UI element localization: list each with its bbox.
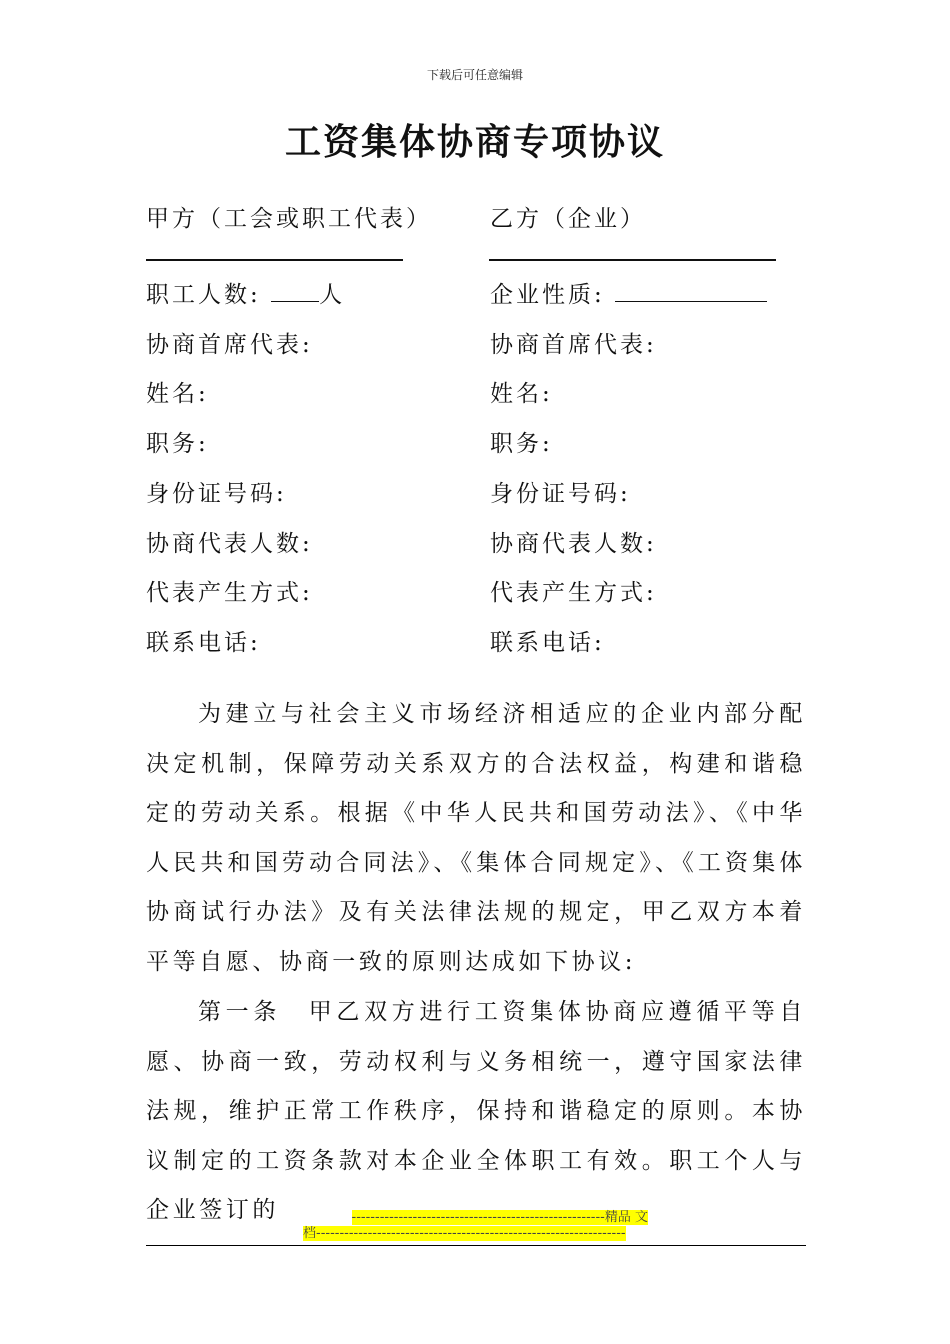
party-a-phone: 联系电话: [146,630,261,656]
headcount-blank[interactable] [271,279,319,302]
party-b-rep-method: 代表产生方式: [490,580,657,606]
party-a-chief-rep: 协商首席代表: [146,332,313,358]
party-a-position: 职务: [146,431,209,457]
footer-line-2: 档------------------------------------------------------------------ [303,1226,626,1241]
footer-watermark [303,1210,648,1242]
header-note: 下载后可任意编辑 [426,68,523,82]
party-b-nature [490,276,767,309]
page-title: 工资集体协商专项协议 [284,122,665,163]
party-b-heading: 乙方（企业） [490,206,646,232]
party-a-name: 姓名: [146,381,209,407]
headcount-unit: 人 [319,282,346,308]
party-b-signature-line[interactable] [489,259,776,261]
article-one-paragraph: 第一条 甲乙双方进行工资集体协商应遵循平等自愿、协商一致，劳动权利与义务相统一，遵守国家法律法规，维护正常工作秩序，保持和谐稳定的原则。本协议制定的工资条款对本企业全体职工有效。职工个人与企业签订的 [146,999,806,1223]
nature-label: 企业性质: [490,282,605,308]
footer-line-1: ------------------------------------------------------精品 文 [351,1210,648,1225]
party-b-rep-count: 协商代表人数: [490,531,657,557]
party-a-id-number: 身份证号码: [146,481,287,507]
party-a-signature-line[interactable] [146,259,403,261]
party-b-name: 姓名: [490,381,553,407]
footer-divider [146,1245,806,1246]
party-a-rep-method: 代表产生方式: [146,580,313,606]
party-b-id-number: 身份证号码: [490,481,631,507]
party-b-phone: 联系电话: [490,630,605,656]
party-b-position: 职务: [490,431,553,457]
party-a-heading: 甲方（工会或职工代表） [146,206,432,232]
preamble-paragraph: 为建立与社会主义市场经济相适应的企业内部分配决定机制，保障劳动关系双方的合法权益，构建和谐稳定的劳动关系。根据《中华人民共和国劳动法》、《中华人民共和国劳动合同法》、《集体合同规定》、《工资集体协商试行办法》及有关法律法规的规定，甲乙双方本着平等自愿、协商一致的原则达成如下协议: [146,701,806,975]
party-a-headcount [146,276,345,309]
nature-blank[interactable] [615,279,767,302]
headcount-label: 职工人数: [146,282,261,308]
party-b-chief-rep: 协商首席代表: [490,332,657,358]
party-a-rep-count: 协商代表人数: [146,531,313,557]
